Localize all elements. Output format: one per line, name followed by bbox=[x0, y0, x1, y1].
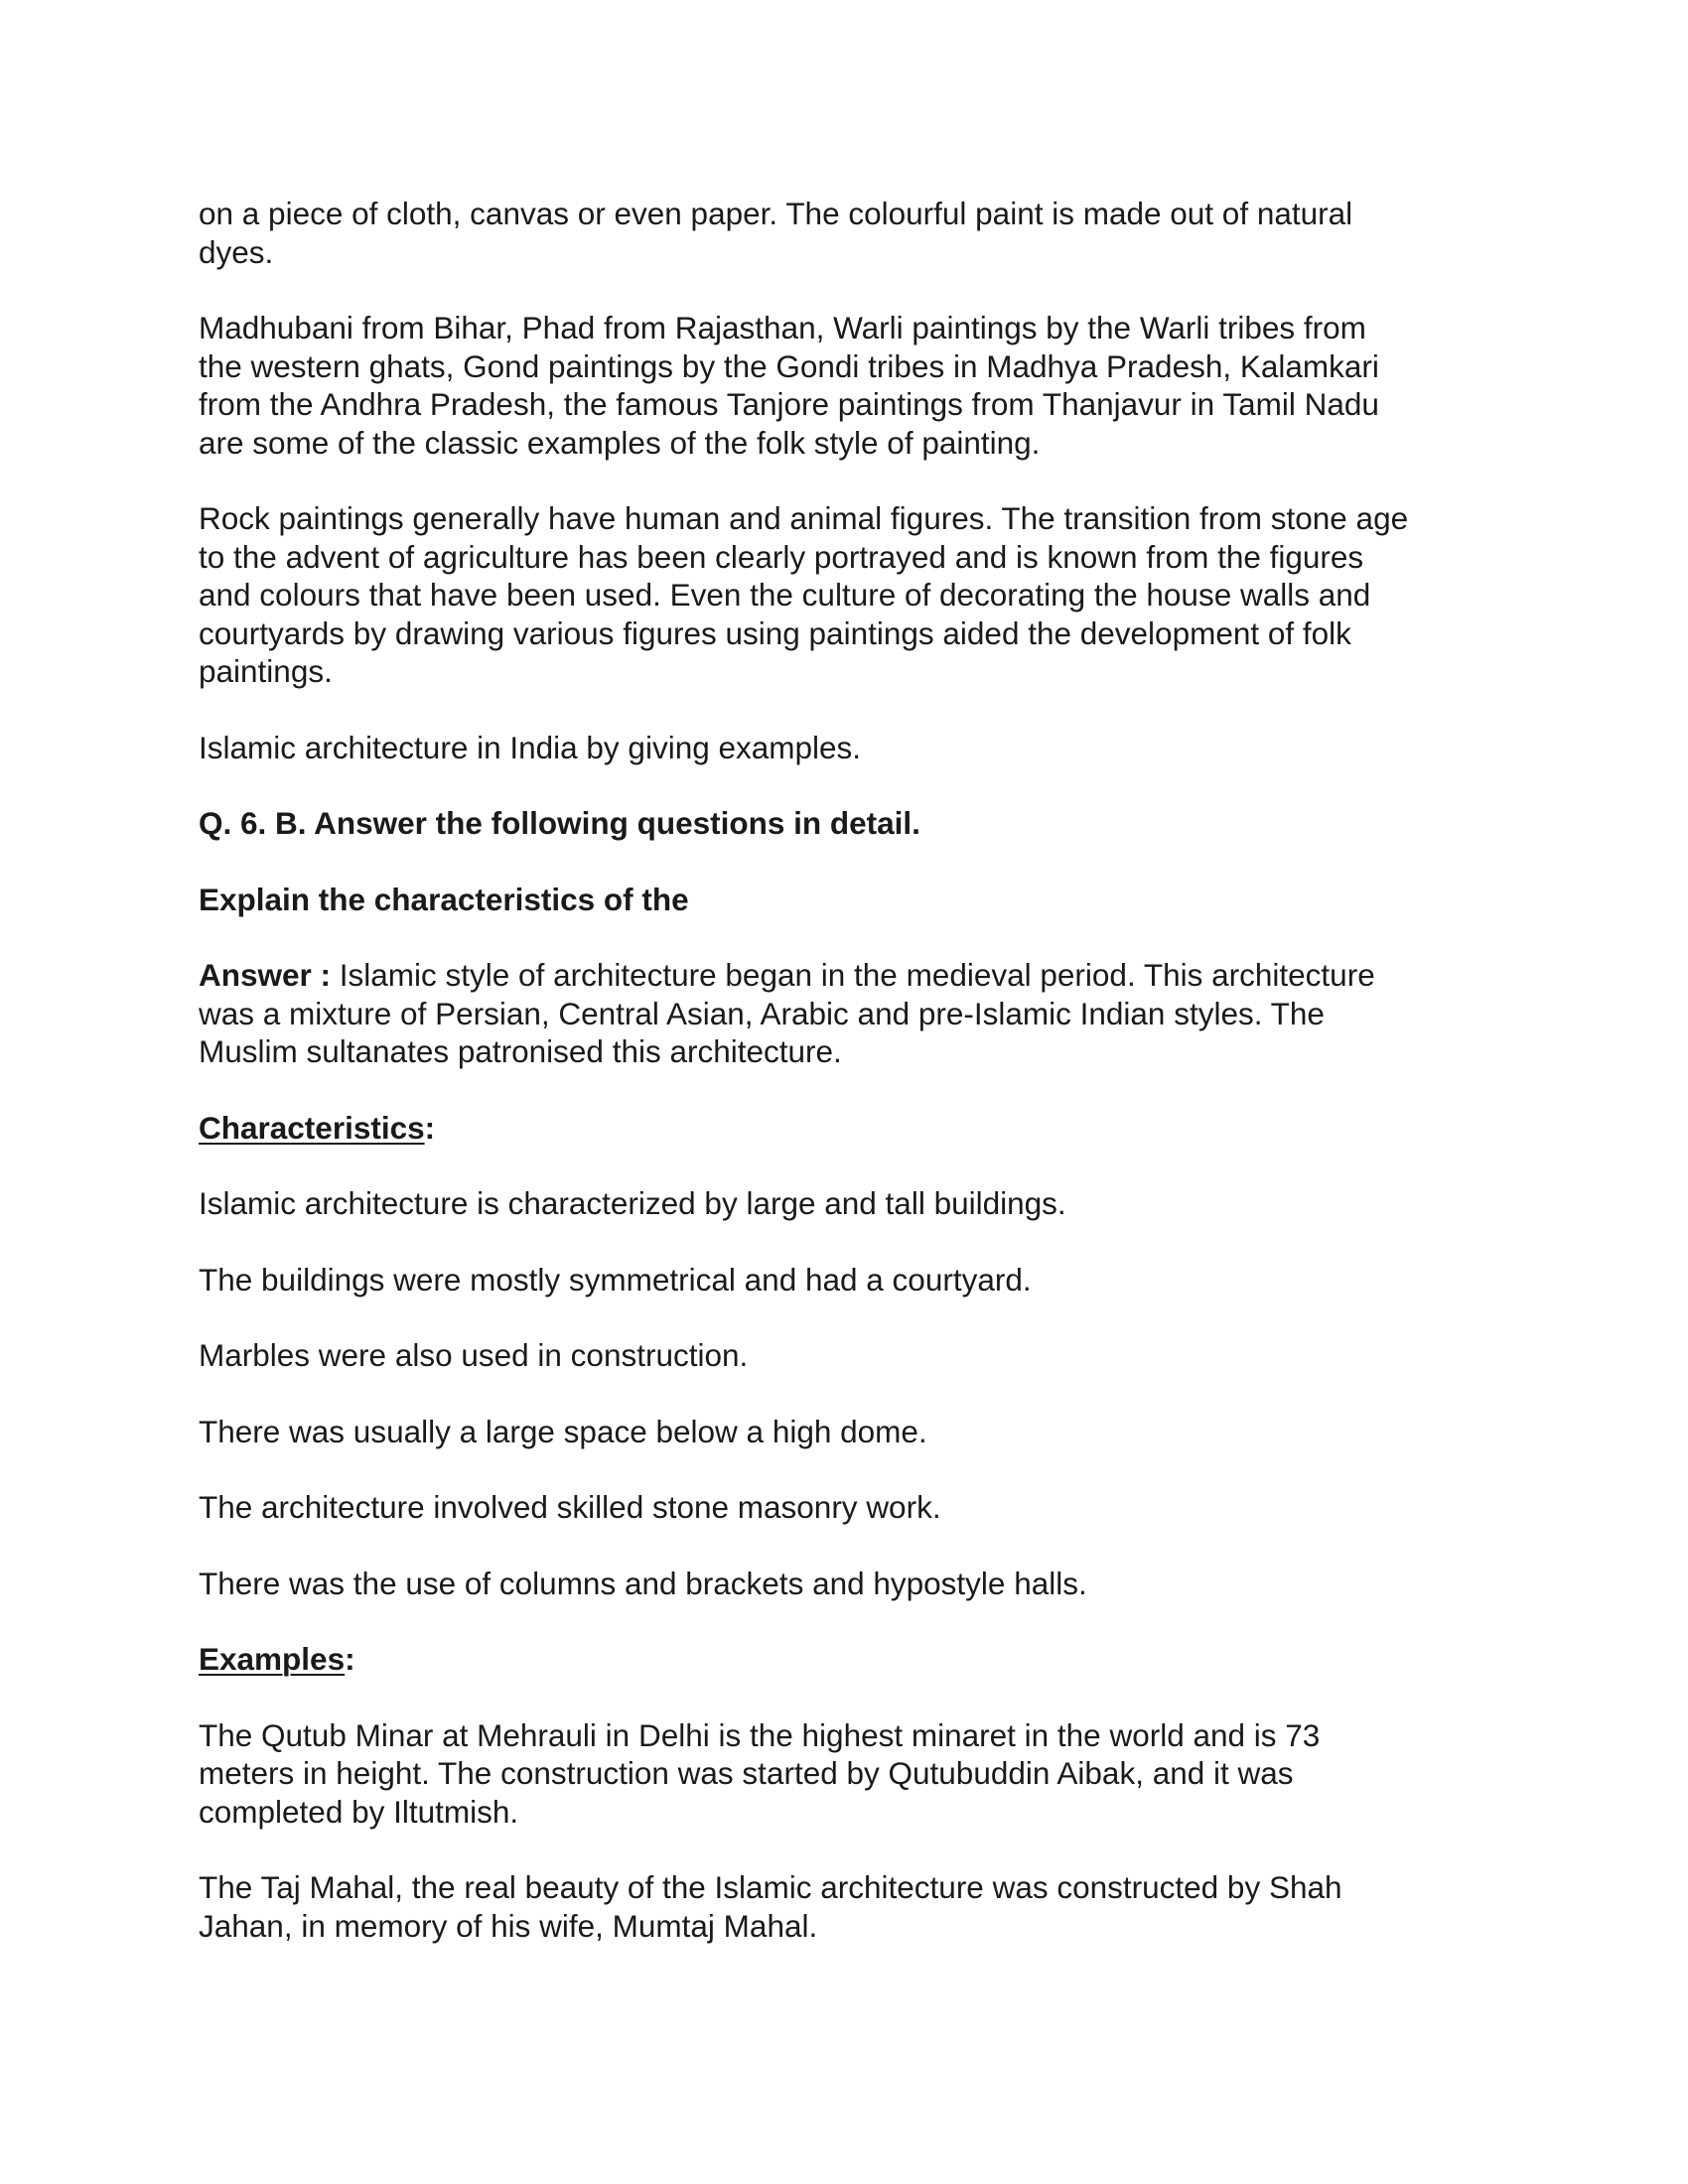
text-line: and colours that have been used. Even the culture of decorating the house walls and bbox=[199, 577, 1371, 613]
text-line: to the advent of agriculture has been clearly portrayed and is known from the figures bbox=[199, 538, 1364, 575]
characteristic-item: There was the use of columns and brackets and hypostyle halls. bbox=[199, 1565, 1087, 1601]
text-line: Islamic architecture in India by giving examples. bbox=[199, 729, 862, 765]
text-line bbox=[199, 956, 1509, 995]
text-line: Muslim sultanates patronised this architecture. bbox=[199, 1033, 842, 1069]
answer-label: Answer : bbox=[199, 957, 332, 993]
text-line: are some of the classic examples of the folk style of painting. bbox=[199, 424, 1041, 461]
text-line: Rock paintings generally have human and animal figures. The transition from stone age bbox=[199, 500, 1409, 536]
question-heading: Q. 6. B. Answer the following questions in detail. bbox=[199, 805, 920, 841]
text-line: paintings. bbox=[199, 653, 333, 689]
characteristic-item: The architecture involved skilled stone masonry work. bbox=[199, 1489, 941, 1525]
characteristics-heading: Characteristics: bbox=[199, 1109, 436, 1146]
characteristic-item: Marbles were also used in construction. bbox=[199, 1337, 749, 1373]
paragraph-islamic-intro bbox=[199, 729, 1509, 767]
text-line: dyes. bbox=[199, 233, 274, 270]
text-line: meters in height. The construction was started by Qutubuddin Aibak, and it was bbox=[199, 1755, 1294, 1791]
answer-paragraph bbox=[199, 956, 1509, 1071]
answer-text: Islamic style of architecture began in the medieval period. This architecture bbox=[331, 957, 1375, 993]
characteristic-item: The buildings were mostly symmetrical and had a courtyard. bbox=[199, 1261, 1032, 1297]
text-line: The Qutub Minar at Mehrauli in Delhi is the highest minaret in the world and is 73 bbox=[199, 1716, 1321, 1753]
document-page bbox=[199, 195, 1509, 1982]
text-line: Madhubani from Bihar, Phad from Rajasthan, Warli paintings by the Warli tribes from bbox=[199, 310, 1366, 345]
text-line: the western ghats, Gond paintings by the Gondi tribes in Madhya Pradesh, Kalamkari bbox=[199, 347, 1379, 384]
text-line: from the Andhra Pradesh, the famous Tanjore paintings from Thanjavur in Tamil Nadu bbox=[199, 386, 1379, 422]
text-line: courtyards by drawing various figures using paintings aided the development of folk bbox=[199, 614, 1351, 651]
text-line: on a piece of cloth, canvas or even paper. The colourful paint is made out of natural bbox=[199, 196, 1353, 231]
example-taj-mahal bbox=[199, 1868, 1509, 1945]
paragraph-rock-paintings bbox=[199, 499, 1509, 691]
characteristic-item: There was usually a large space below a high dome. bbox=[199, 1413, 927, 1449]
example-qutub-minar bbox=[199, 1716, 1509, 1832]
examples-heading: Examples: bbox=[199, 1641, 355, 1677]
text-line: Jahan, in memory of his wife, Mumtaj Mahal. bbox=[199, 1907, 818, 1944]
question-text: Explain the characteristics of the bbox=[199, 881, 689, 917]
text-line: was a mixture of Persian, Central Asian, Arabic and pre-Islamic Indian styles. The bbox=[199, 995, 1325, 1031]
text-line: completed by Iltutmish. bbox=[199, 1793, 519, 1830]
paragraph-folk-paint bbox=[199, 195, 1509, 271]
characteristic-item: Islamic architecture is characterized by large and tall buildings. bbox=[199, 1185, 1066, 1221]
paragraph-folk-examples bbox=[199, 309, 1509, 462]
text-line: The Taj Mahal, the real beauty of the Islamic architecture was constructed by Shah bbox=[199, 1869, 1342, 1905]
